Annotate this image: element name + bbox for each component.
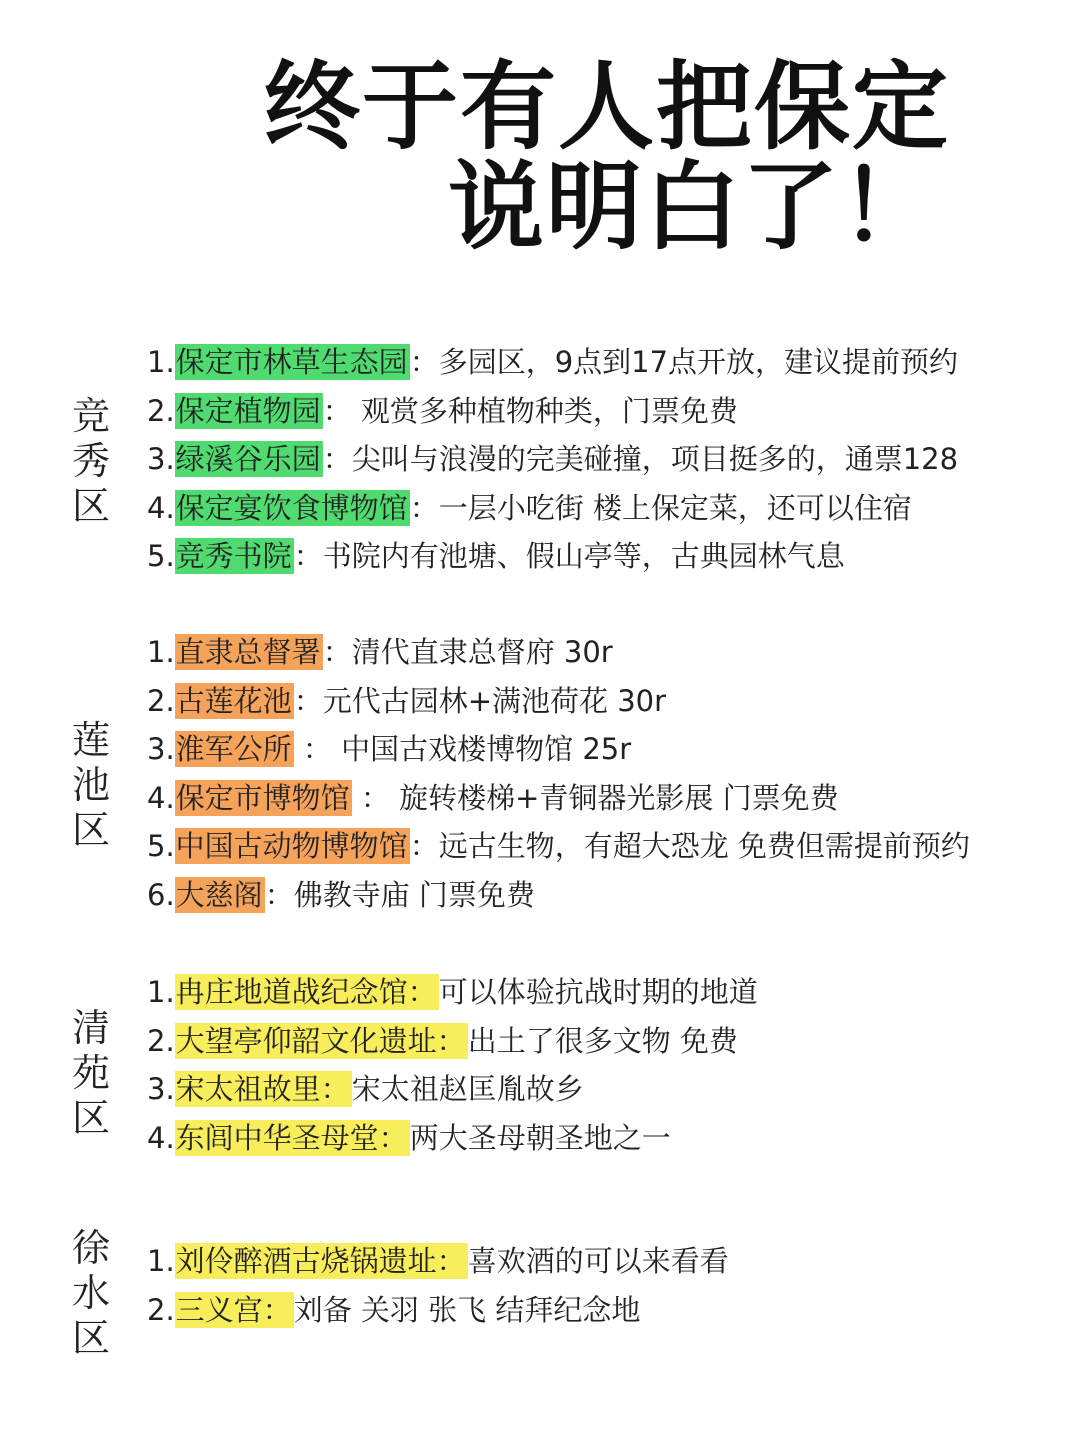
- list-item: [147, 484, 1080, 533]
- attraction-desc: ：元代古园林+满池荷花 30r: [293, 683, 667, 718]
- attraction-name: 保定市林草生态园: [175, 345, 408, 379]
- list-item: [147, 387, 1080, 436]
- attraction-name: 宋太祖故里：: [175, 1072, 350, 1107]
- page-title-line-1: 终于有人把保定: [264, 51, 950, 163]
- item-number: 2.: [147, 683, 175, 718]
- list-item: [147, 822, 1080, 871]
- district-label: 竞秀区: [71, 394, 110, 528]
- attraction-desc: ： 旋转楼梯+青铜器光影展 门票免费: [351, 780, 839, 815]
- attraction-name: 淮军公所: [175, 732, 292, 767]
- list-item: [147, 628, 1080, 677]
- attraction-name: 保定植物园: [175, 393, 321, 428]
- item-number: 3.: [147, 1072, 175, 1107]
- attraction-name: 中国古动物博物馆: [175, 829, 408, 864]
- list-item: [147, 1114, 1080, 1163]
- list-item: [147, 1065, 1080, 1114]
- attraction-name: 三义宫：: [175, 1292, 292, 1327]
- list-item: [147, 1286, 1080, 1335]
- attraction-desc: 喜欢酒的可以来看看: [467, 1244, 729, 1278]
- list-item: [147, 338, 1080, 387]
- item-number: 1.: [147, 635, 175, 669]
- attraction-desc: ：清代直隶总督府 30r: [322, 635, 613, 669]
- attraction-desc: 可以体验抗战时期的地道: [438, 975, 758, 1009]
- attraction-desc: 出土了很多文物 免费: [467, 1023, 738, 1058]
- item-number: 1.: [147, 345, 175, 379]
- attraction-name: 大望亭仰韶文化遗址：: [175, 1023, 466, 1058]
- item-number: 2.: [147, 1023, 175, 1058]
- attraction-name: 东闾中华圣母堂：: [175, 1120, 408, 1155]
- district-label: 莲池区: [71, 718, 110, 852]
- attraction-name: 冉庄地道战纪念馆：: [175, 975, 437, 1009]
- item-number: 2.: [147, 393, 175, 428]
- item-number: 4.: [147, 1120, 175, 1155]
- attraction-desc: ：远古生物，有超大恐龙 免费但需提前预约: [409, 829, 970, 864]
- item-number: 1.: [147, 1244, 175, 1278]
- attraction-list: [147, 1237, 1080, 1334]
- list-item: [147, 532, 1080, 581]
- attraction-desc: ： 中国古戏楼博物馆 25r: [293, 732, 632, 767]
- attraction-name: 绿溪谷乐园: [175, 442, 321, 477]
- attraction-list: [147, 628, 1080, 920]
- item-number: 6.: [147, 877, 175, 912]
- attraction-desc: ：书院内有池塘、假山亭等，古典园林气息: [293, 539, 845, 574]
- attraction-list: [147, 338, 1080, 581]
- list-item: [147, 435, 1080, 484]
- attraction-desc: 宋太祖赵匡胤故乡: [351, 1072, 584, 1107]
- list-item: [147, 774, 1080, 823]
- attraction-name: 保定宴饮食博物馆: [175, 490, 408, 525]
- district-label: 徐水区: [71, 1226, 110, 1360]
- item-number: 3.: [147, 732, 175, 767]
- list-item: [147, 968, 1080, 1017]
- list-item: [147, 1017, 1080, 1066]
- list-item: [147, 677, 1080, 726]
- list-item: [147, 725, 1080, 774]
- item-number: 5.: [147, 829, 175, 864]
- attraction-desc: ： 观赏多种植物种类，门票免费: [322, 393, 738, 428]
- item-number: 2.: [147, 1292, 175, 1327]
- item-number: 5.: [147, 539, 175, 574]
- attraction-desc: 刘备 关羽 张飞 结拜纪念地: [293, 1292, 641, 1327]
- item-number: 3.: [147, 442, 175, 477]
- attraction-name: 直隶总督署: [175, 635, 321, 669]
- attraction-name: 保定市博物馆: [175, 780, 350, 815]
- attraction-name: 竞秀书院: [175, 539, 292, 574]
- item-number: 4.: [147, 490, 175, 525]
- attraction-list: [147, 968, 1080, 1162]
- page-title-line-2: 说明白了！: [448, 151, 938, 263]
- attraction-name: 古莲花池: [175, 683, 292, 718]
- attraction-name: 大慈阁: [175, 877, 263, 912]
- attraction-desc: ：多园区，9点到17点开放，建议提前预约: [409, 345, 959, 379]
- list-item: [147, 871, 1080, 920]
- attraction-desc: ：一层小吃街 楼上保定菜，还可以住宿: [409, 490, 912, 525]
- attraction-desc: ：尖叫与浪漫的完美碰撞，项目挺多的，通票128: [322, 442, 959, 477]
- attraction-desc: ：佛教寺庙 门票免费: [264, 877, 535, 912]
- list-item: [147, 1237, 1080, 1286]
- item-number: 1.: [147, 975, 175, 1009]
- district-label: 清苑区: [71, 1006, 110, 1140]
- item-number: 4.: [147, 780, 175, 815]
- attraction-desc: 两大圣母朝圣地之一: [409, 1120, 671, 1155]
- attraction-name: 刘伶醉酒古烧锅遗址：: [175, 1244, 466, 1278]
